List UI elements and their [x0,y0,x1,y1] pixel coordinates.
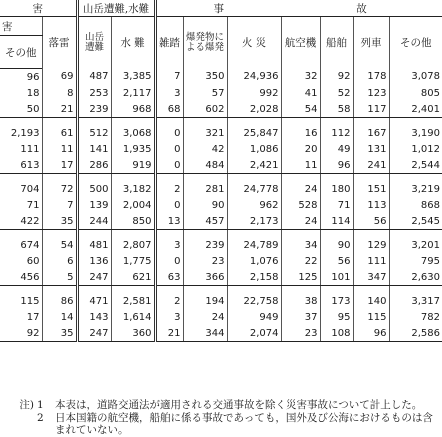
table-cell: 992 [227,85,281,101]
table-cell: 50 [0,101,42,118]
table-cell: 41 [281,85,320,101]
table-cell: 17 [26,311,40,323]
table-cell: 72 [42,181,77,197]
table-cell: 3,182 [111,181,155,197]
table-cell: 20 [281,141,320,157]
table-cell: 143 [77,309,111,325]
table-cell: 139 [77,197,111,213]
table-cell: 360 [111,325,155,342]
table-cell: 22 [281,253,320,269]
table-cell: 58 [320,101,353,118]
table-row [0,141,442,157]
table-cell: 484 [183,157,227,174]
note-number: 1 [37,399,44,411]
table-cell: 3 [155,309,183,325]
table-cell: 96 [320,157,353,174]
header-explosive: 爆発物による爆発 [183,17,227,69]
table-cell: 247 [77,269,111,286]
table-cell: 1,935 [111,141,155,157]
table-cell: 17 [42,157,77,174]
table-cell: 21 [155,325,183,342]
table-row [0,69,442,86]
table-cell: 962 [227,197,281,213]
table-cell: 63 [155,269,183,286]
table-cell: 2,807 [111,237,155,253]
header-other: その他 [0,36,42,69]
table-cell: 117 [353,101,389,118]
table-cell: 422 [0,213,42,230]
table-cell: 114 [320,213,353,230]
table-cell: 805 [389,85,442,101]
table-cell: 95 [320,309,353,325]
table-cell: 487 [77,69,111,86]
table-cell: 2,581 [111,293,155,309]
table-cell: 344 [183,325,227,342]
table-cell: 37 [281,309,320,325]
header-accident-left: 事 [155,0,281,17]
table-cell: 3 [155,237,183,253]
table-cell: 1,012 [389,141,442,157]
table-cell: 56 [320,253,353,269]
table-cell: 115 [20,295,40,307]
table-cell: 14 [42,309,77,325]
table-cell: 366 [183,269,227,286]
table-cell: 949 [227,309,281,325]
table-cell: 481 [77,237,111,253]
table-cell: 125 [281,269,320,286]
table-cell: 92 [320,69,353,86]
table-cell: 92 [0,325,42,342]
table-cell: 241 [353,157,389,174]
table-cell: 239 [77,101,111,118]
group-gap [0,230,442,238]
table-cell: 2 [155,293,183,309]
table-row [0,125,442,141]
table-cell: 2,004 [111,197,155,213]
note-label [0,412,37,437]
table-cell: 86 [42,293,77,309]
table-cell: 456 [0,269,42,286]
group-gap [0,286,442,294]
table-cell: 141 [77,141,111,157]
header-other2: その他 [389,17,442,69]
table-cell: 140 [353,293,389,309]
table-cell: 2,158 [227,269,281,286]
note-1 [0,399,442,412]
table-row [0,213,442,230]
table-cell: 3,317 [389,293,442,309]
table-cell: 850 [111,213,155,230]
table-cell: 3,068 [111,125,155,141]
table-cell: 704 [20,183,40,195]
table-cell: 60 [26,255,40,267]
table-cell: 24 [183,309,227,325]
table-row [0,85,442,101]
header-hazard-small: 害 [0,17,42,36]
table-cell: 71 [26,199,40,211]
table-row [0,101,442,118]
table-cell: 13 [155,213,183,230]
table-cell: 3,190 [389,125,442,141]
table-cell: 3,201 [389,237,442,253]
table-cell: 115 [353,309,389,325]
table-cell: 2,173 [227,213,281,230]
table-row [0,325,442,342]
table-cell: 3,219 [389,181,442,197]
table-cell: 350 [183,69,227,86]
table-cell: 500 [77,181,111,197]
table-cell: 2,193 [10,127,40,139]
table-cell: 2,586 [389,325,442,342]
table-cell: 286 [77,157,111,174]
table-cell: 457 [183,213,227,230]
table-cell: 613 [0,157,42,174]
table-cell: 113 [353,197,389,213]
table-cell: 2,421 [227,157,281,174]
table-row [0,157,442,174]
table-cell: 2,544 [389,157,442,174]
table-cell: 42 [183,141,227,157]
table-cell: 5 [42,269,77,286]
table-cell: 131 [353,141,389,157]
header-hazard: 害 [0,0,77,17]
table-cell: 68 [155,101,183,118]
table-cell: 1,086 [227,141,281,157]
table-cell: 253 [77,85,111,101]
table-cell: 247 [77,325,111,342]
table-row [0,269,442,286]
table-row [0,309,442,325]
header-fire: 火 災 [227,17,281,69]
header-lightning: 落雷 [42,17,77,69]
table-cell: 108 [320,325,353,342]
table-cell: 281 [183,181,227,197]
table-body [0,69,442,342]
table-cell: 7 [42,197,77,213]
table-cell: 0 [155,141,183,157]
header-train: 列車 [353,17,389,69]
table-cell: 178 [353,69,389,86]
table-cell: 7 [155,69,183,86]
header-mountain: 山岳遭難 [77,17,111,69]
table-cell: 3,078 [389,69,442,86]
table-cell: 3,385 [111,69,155,86]
header-ship: 船舶 [320,17,353,69]
table-cell: 2,401 [389,101,442,118]
group-gap [0,174,442,182]
table-cell: 24,778 [227,181,281,197]
table-cell: 54 [281,101,320,118]
table-cell: 6 [42,253,77,269]
table-cell: 111 [353,253,389,269]
group-gap [0,118,442,126]
table-cell: 25,847 [227,125,281,141]
header-mountain-water: 山岳遭難,水難 [77,0,155,17]
table-cell: 2,630 [389,269,442,286]
table-cell: 123 [353,85,389,101]
table-cell: 3 [155,85,183,101]
table-cell: 57 [183,85,227,101]
table-cell: 34 [281,237,320,253]
header-water: 水 難 [111,17,155,69]
table-cell: 90 [183,197,227,213]
table-cell: 674 [20,239,40,251]
table-cell: 52 [320,85,353,101]
note-text: 日本国籍の航空機，船舶に係る事故であっても，国外及び公海におけるものは含まれていない。 [55,411,433,436]
table-row [0,237,442,253]
table-cell: 136 [77,253,111,269]
header-aircraft: 航空機 [281,17,320,69]
table-cell: 22,758 [227,293,281,309]
header-accident-right: 故 [281,0,442,17]
table-cell: 24,936 [227,69,281,86]
table-cell: 56 [353,213,389,230]
table-cell: 23 [281,325,320,342]
table-cell: 49 [320,141,353,157]
table-cell: 167 [353,125,389,141]
table-cell: 194 [183,293,227,309]
table-cell: 24 [281,181,320,197]
table-cell: 61 [42,125,77,141]
notes-section [0,399,442,437]
table-cell: 18 [26,87,40,99]
table-cell: 0 [155,157,183,174]
table-cell: 8 [42,85,77,101]
table-cell: 54 [42,237,77,253]
table-cell: 0 [155,253,183,269]
table-cell: 782 [389,309,442,325]
table-cell: 96 [353,325,389,342]
table-cell: 244 [77,213,111,230]
table-cell: 0 [155,197,183,213]
table-cell: 101 [320,269,353,286]
note-2 [0,412,442,437]
table-cell: 1,614 [111,309,155,325]
table-cell: 71 [320,197,353,213]
table-cell: 2 [155,181,183,197]
table-cell: 151 [353,181,389,197]
table-cell: 347 [353,269,389,286]
table-cell: 239 [183,237,227,253]
table-cell: 968 [111,101,155,118]
table-cell: 11 [42,141,77,157]
table-cell: 1,775 [111,253,155,269]
table-cell: 96 [26,71,40,83]
table-cell: 2,545 [389,213,442,230]
header-crowd: 雑踏 [155,17,183,69]
table-cell: 35 [42,213,77,230]
table-cell: 24 [281,213,320,230]
table-cell: 24,789 [227,237,281,253]
table-row [0,293,442,309]
table-cell: 795 [389,253,442,269]
table-row [0,197,442,213]
table-cell: 471 [77,293,111,309]
table-cell: 1,076 [227,253,281,269]
table-cell: 180 [320,181,353,197]
table-cell: 16 [281,125,320,141]
table-cell: 21 [42,101,77,118]
table-row [0,253,442,269]
table-cell: 112 [320,125,353,141]
table-cell: 919 [111,157,155,174]
table-cell: 0 [155,125,183,141]
table-cell: 38 [281,293,320,309]
table-cell: 321 [183,125,227,141]
table-cell: 528 [281,197,320,213]
table-cell: 23 [183,253,227,269]
table-cell: 2,028 [227,101,281,118]
table-row [0,181,442,197]
table-cell: 11 [281,157,320,174]
table-cell: 621 [111,269,155,286]
table-cell: 69 [42,69,77,86]
table-cell: 90 [320,237,353,253]
table-cell: 111 [20,143,40,155]
table-cell: 129 [353,237,389,253]
table-cell: 512 [77,125,111,141]
note-label: 注) [19,399,34,411]
table-cell: 602 [183,101,227,118]
table-cell: 2,074 [227,325,281,342]
table-cell: 173 [320,293,353,309]
note-text: 本表は，道路交通法が適用される交通事故を除く災害事故について計上した。 [55,399,423,411]
note-number: 2 [37,411,44,424]
table-cell: 2,117 [111,85,155,101]
table-cell: 868 [389,197,442,213]
table-cell: 32 [281,69,320,86]
table-cell: 35 [42,325,77,342]
